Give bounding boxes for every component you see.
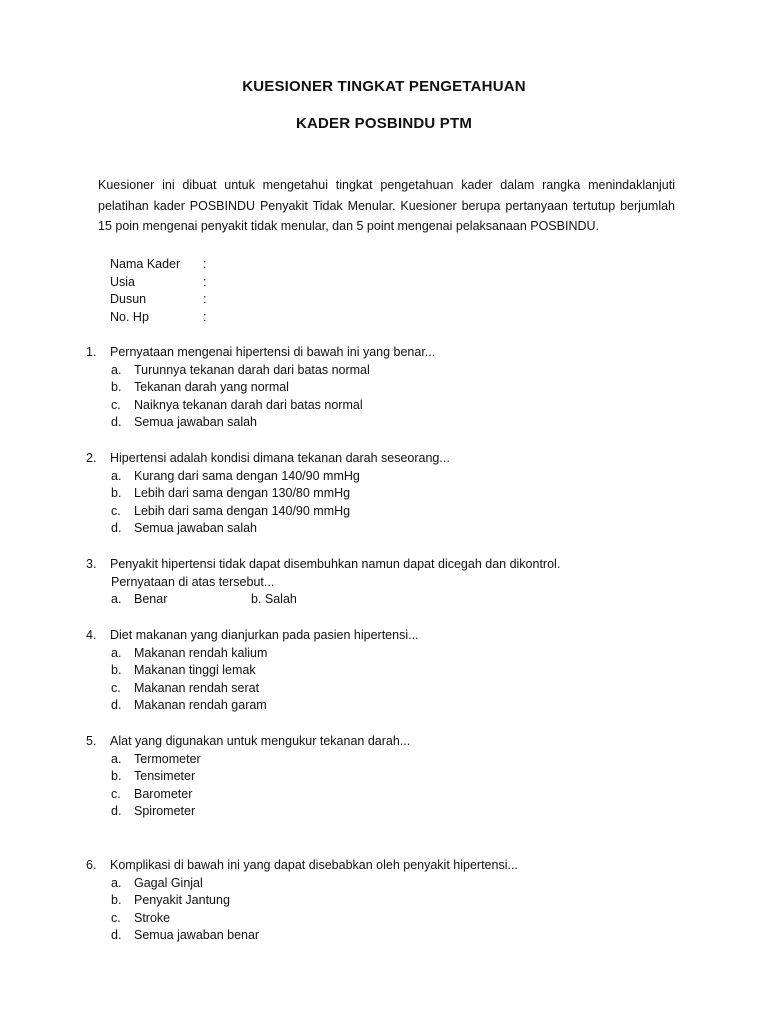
- document-title: KUESIONER TINGKAT PENGETAHUAN: [242, 78, 526, 95]
- question-text: Diet makanan yang dianjurkan pada pasien hipertensi...: [110, 628, 419, 642]
- option-letter: a.: [111, 592, 122, 606]
- question-number: 1.: [86, 345, 97, 359]
- question-text: Alat yang digunakan untuk mengukur tekanan darah...: [110, 734, 411, 748]
- option-text: Kurang dari sama dengan 140/90 mmHg: [134, 468, 360, 483]
- question-5: [86, 733, 706, 821]
- answer-option: [86, 910, 706, 928]
- option-text: Gagal Ginjal: [134, 875, 203, 890]
- option-letter: d.: [111, 804, 122, 818]
- option-letter: b.: [111, 663, 122, 677]
- option-letter: b.: [111, 893, 122, 907]
- question-number: 5.: [86, 734, 97, 748]
- document-subtitle: KADER POSBINDU PTM: [295, 115, 473, 132]
- option-text: Makanan rendah kalium: [134, 645, 268, 660]
- inline-answer-options: [86, 591, 706, 609]
- question-2: [86, 450, 706, 538]
- option-text: Lebih dari sama dengan 140/90 mmHg: [134, 503, 351, 518]
- option-text: Makanan rendah serat: [134, 680, 260, 695]
- answer-option: [86, 468, 706, 486]
- question-stem: [86, 450, 706, 468]
- answer-option: [86, 680, 706, 698]
- option-letter: a.: [111, 875, 122, 890]
- question-stem: [86, 733, 706, 751]
- option-text: Makanan tinggi lemak: [134, 663, 256, 677]
- answer-option: [86, 485, 706, 503]
- question-number: 2.: [86, 451, 97, 465]
- identity-row-dusun: [110, 291, 213, 309]
- option-letter: c.: [111, 910, 121, 925]
- option-letter: c.: [111, 786, 121, 801]
- identity-row-nohp: [110, 309, 213, 327]
- answer-option: [86, 803, 706, 821]
- answer-option: [86, 414, 706, 432]
- answer-option: [86, 768, 706, 786]
- option-letter: c.: [111, 680, 121, 695]
- option-letter: c.: [111, 503, 121, 518]
- answer-option: [86, 379, 706, 397]
- option-letter: b.: [111, 486, 122, 500]
- question-number: 3.: [86, 557, 97, 571]
- question-1: [86, 344, 706, 432]
- option-text: Lebih dari sama dengan 130/80 mmHg: [134, 486, 351, 500]
- option-text: Tekanan darah yang normal: [134, 380, 289, 394]
- identity-fields: [110, 256, 213, 326]
- question-text: Pernyataan mengenai hipertensi di bawah ini yang benar...: [110, 345, 436, 359]
- answer-option: [86, 397, 706, 415]
- answer-option: [86, 645, 706, 663]
- identity-colon: :: [203, 257, 207, 271]
- answer-option: [86, 520, 706, 538]
- option-text: Termometer: [134, 751, 201, 766]
- identity-colon: :: [203, 292, 207, 306]
- option-text: Benar: [134, 592, 168, 606]
- option-letter: a.: [111, 468, 122, 483]
- question-3: [86, 556, 706, 609]
- answer-option: b. Salah: [251, 592, 297, 606]
- question-stem: [86, 344, 706, 362]
- answer-option: [86, 503, 706, 521]
- answer-option: [111, 591, 251, 609]
- identity-colon: :: [203, 309, 207, 324]
- answer-option: [86, 362, 706, 380]
- option-text: Makanan rendah garam: [134, 698, 267, 712]
- identity-label: Dusun: [110, 292, 147, 306]
- option-letter: d.: [111, 521, 122, 535]
- answer-option: [86, 786, 706, 804]
- option-letter: b.: [111, 769, 122, 783]
- identity-label: Usia: [110, 274, 136, 289]
- option-letter: c.: [111, 397, 121, 412]
- question-4: [86, 627, 706, 715]
- option-text: Barometer: [134, 786, 193, 801]
- option-letter: a.: [111, 645, 122, 660]
- identity-row-usia: [110, 274, 213, 292]
- question-stem: [86, 627, 706, 645]
- question-stem: [86, 556, 706, 574]
- option-letter: d.: [111, 928, 122, 942]
- option-text: Turunnya tekanan darah dari batas normal: [134, 362, 370, 377]
- option-letter: d.: [111, 698, 122, 712]
- answer-option: [86, 697, 706, 715]
- intro-paragraph: Kuesioner ini dibuat untuk mengetahui tingkat pengetahuan kader dalam rangka menindaklanjuti pelatihan kader POSBINDU Penyakit Tidak Menular. Kuesioner berupa pertanyaan tertutup berjumlah 15 poin mengenai penyakit tidak menular, dan 5 point mengenai pelaksanaan POSBINDU.: [98, 178, 675, 233]
- option-text: Semua jawaban benar: [134, 928, 260, 942]
- option-text: Stroke: [134, 910, 171, 925]
- option-text: Semua jawaban salah: [134, 415, 257, 429]
- identity-label: No. Hp: [110, 309, 149, 324]
- option-letter: d.: [111, 415, 122, 429]
- option-letter: a.: [111, 751, 122, 766]
- question-number: 4.: [86, 628, 97, 642]
- question-number: 6.: [86, 858, 97, 872]
- answer-option: [86, 892, 706, 910]
- question-continuation: Pernyataan di atas tersebut...: [111, 574, 275, 589]
- option-text: Naiknya tekanan darah dari batas normal: [134, 397, 363, 412]
- identity-row-nama: [110, 256, 213, 274]
- identity-colon: :: [203, 274, 207, 289]
- identity-label: Nama Kader: [110, 257, 181, 271]
- option-text: Semua jawaban salah: [134, 521, 257, 535]
- question-text: Komplikasi di bawah ini yang dapat disebabkan oleh penyakit hipertensi...: [110, 858, 518, 872]
- option-letter: a.: [111, 362, 122, 377]
- option-letter: b.: [111, 380, 122, 394]
- option-text: Spirometer: [134, 804, 196, 818]
- answer-option: [86, 751, 706, 769]
- answer-option: [86, 927, 706, 945]
- question-6: [86, 857, 706, 945]
- answer-option: [86, 662, 706, 680]
- option-text: Tensimeter: [134, 769, 196, 783]
- answer-option: [86, 875, 706, 893]
- option-text: Penyakit Jantung: [134, 893, 230, 907]
- question-text: Hipertensi adalah kondisi dimana tekanan darah seseorang...: [110, 451, 450, 465]
- question-stem: [86, 857, 706, 875]
- question-text: Penyakit hipertensi tidak dapat disembuhkan namun dapat dicegah dan dikontrol.: [110, 557, 561, 571]
